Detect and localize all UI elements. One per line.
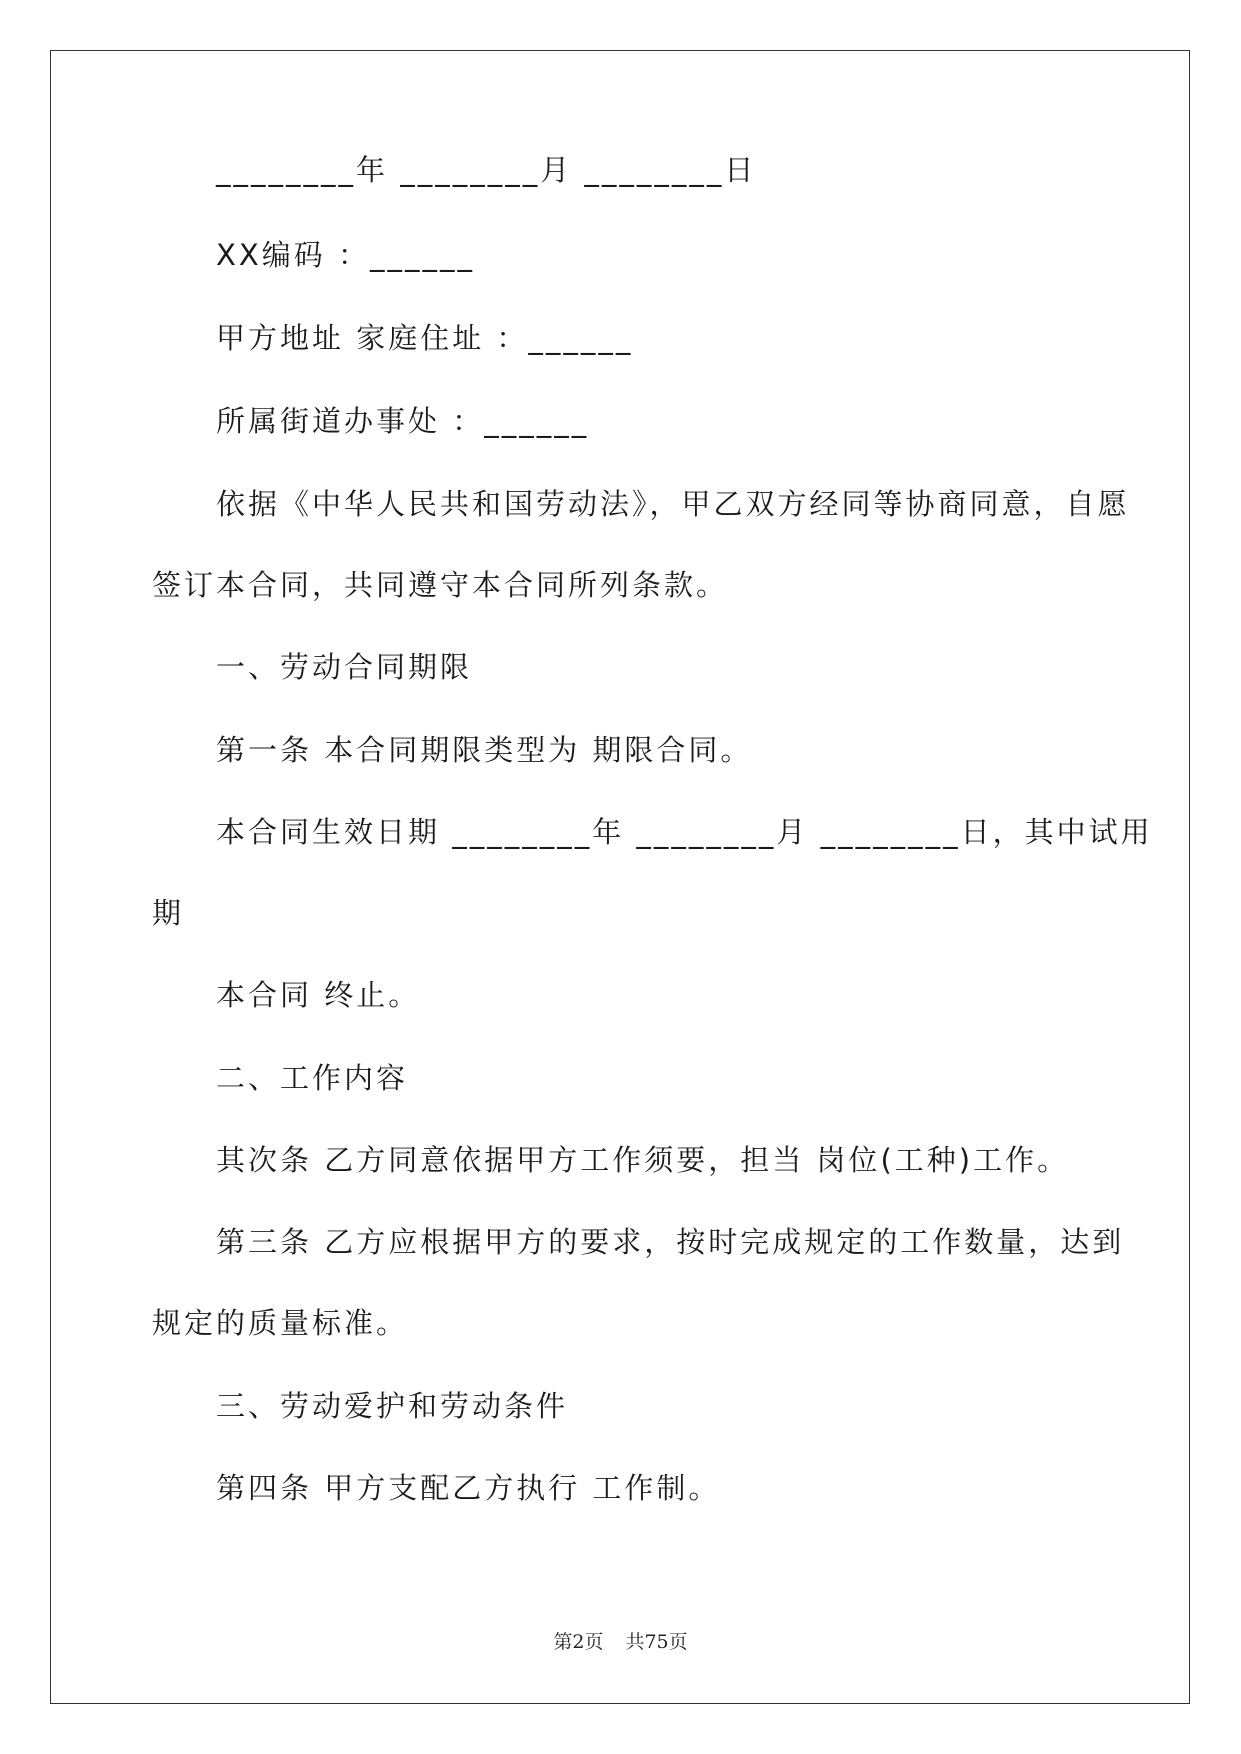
- text-line: 本合同 终止。: [216, 978, 421, 1012]
- text-line: 甲方地址 家庭住址 ：______: [216, 321, 634, 355]
- page-total: 共75页: [625, 1631, 688, 1653]
- text-line: 本合同生效日期 ________年 ________月 ________日，其中试用: [216, 815, 1153, 849]
- page-footer: [0, 1630, 1241, 1654]
- page-number: 第2页: [553, 1631, 604, 1653]
- text-line: 规定的质量标准。: [152, 1306, 409, 1340]
- text-line: 第四条 甲方支配乙方执行 工作制。: [216, 1471, 721, 1505]
- text-line: ________年 ________月 ________日: [216, 153, 757, 187]
- text-line: XX编码 ：______: [216, 238, 475, 272]
- page-border: [50, 50, 1190, 1704]
- text-line: 签订本合同，共同遵守本合同所列条款。: [152, 568, 729, 602]
- text-line: 依据《中华人民共和国劳动法》，甲乙双方经同等协商同意，自愿: [216, 487, 1130, 521]
- text-line: 一、劳动合同期限: [216, 650, 473, 684]
- text-line: 期: [152, 896, 185, 930]
- text-line: 第一条 本合同期限类型为 期限合同。: [216, 733, 753, 767]
- text-line: 三、劳动爱护和劳动条件: [216, 1389, 569, 1423]
- text-line: 第三条 乙方应根据甲方的要求，按时完成规定的工作数量，达到: [216, 1225, 1125, 1259]
- text-line: 所属街道办事处 ：______: [216, 404, 590, 438]
- text-line: 其次条 乙方同意依据甲方工作须要，担当 岗位(工种)工作。: [216, 1143, 1070, 1177]
- text-line: 二、工作内容: [216, 1061, 409, 1095]
